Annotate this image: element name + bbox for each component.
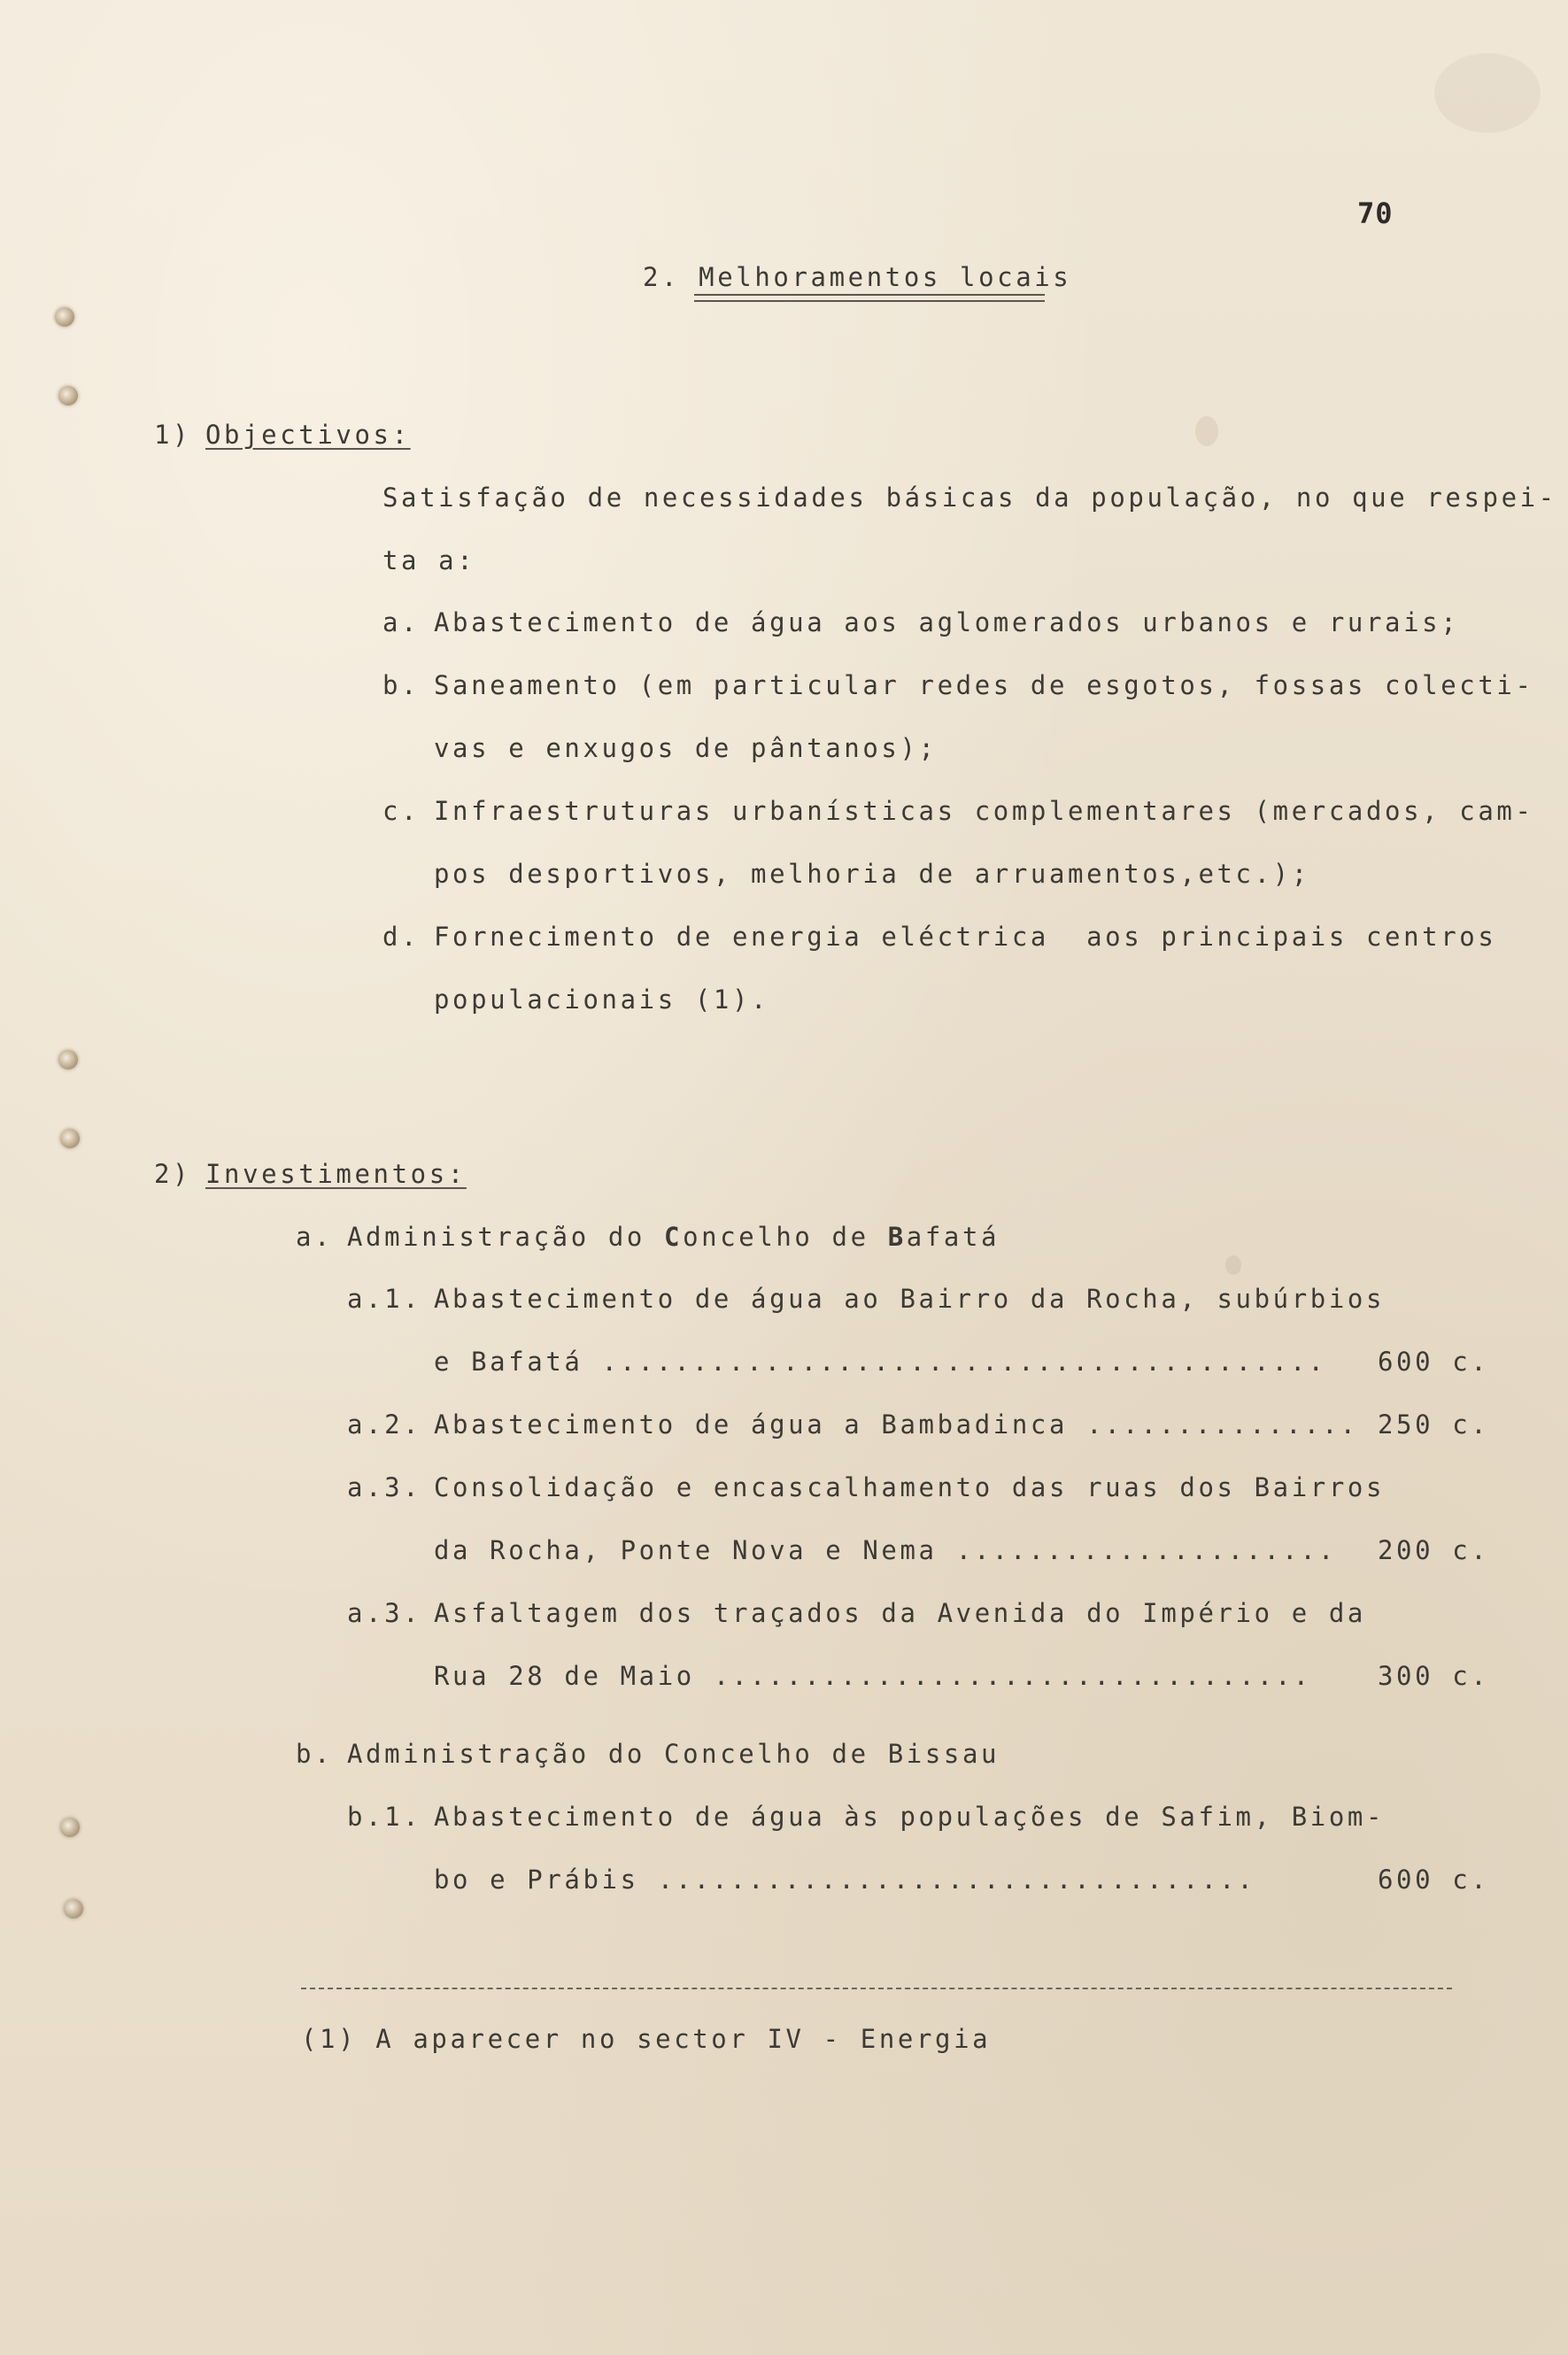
- objective-d-text-line1: Fornecimento de energia eléctrica aos principais centros: [434, 922, 1497, 952]
- item-a1-leader-dots: ........................................: [601, 1347, 1326, 1377]
- paper-stain: [1434, 53, 1541, 133]
- page-number: 70: [1357, 197, 1394, 230]
- section-1-heading: Objectivos:: [205, 420, 411, 450]
- item-a3b-text-line2-label: Rua 28 de Maio: [434, 1661, 695, 1691]
- item-a3-text-line2-label: da Rocha, Ponte Nova e Nema: [434, 1535, 938, 1565]
- objective-b-text-line1: Saneamento (em particular redes de esgotos, fossas colecti-: [434, 670, 1534, 700]
- page-title: 2. Melhoramentos locais: [643, 262, 1072, 292]
- group-a-title-part: C: [664, 1222, 684, 1252]
- paper-stain: [1225, 1255, 1241, 1275]
- item-a3-text-line2: [434, 1535, 1336, 1565]
- footnote: (1) A aparecer no sector IV - Energia: [301, 2024, 992, 2054]
- title-double-underline: [694, 294, 1045, 302]
- item-a3-code: a.3.: [347, 1472, 422, 1502]
- punch-hole: [64, 1899, 83, 1919]
- paper-stain: [1195, 416, 1218, 446]
- item-b1-text-line2: [434, 1865, 1255, 1895]
- item-a3b-leader-dots: .................................: [713, 1661, 1312, 1691]
- item-b1-value: 600 c.: [1378, 1865, 1490, 1895]
- punch-hole: [55, 307, 74, 327]
- footnote-divider: [301, 1988, 1452, 1989]
- objective-a-letter: a.: [382, 607, 421, 637]
- group-a-title: [347, 1222, 1000, 1252]
- item-a1-text-line2-label: e Bafatá: [434, 1347, 583, 1377]
- item-a2-text-label: Abastecimento de água a Bambadinca: [434, 1409, 1069, 1440]
- group-a-title-part: oncelho de: [683, 1222, 888, 1252]
- item-a2-text-line1: [434, 1409, 1358, 1440]
- group-a-letter: a.: [296, 1222, 334, 1252]
- item-a2-code: a.2.: [347, 1409, 422, 1440]
- objective-d-text-line2: populacionais (1).: [434, 984, 770, 1015]
- item-a3b-code: a.3.: [347, 1598, 422, 1628]
- group-b-title: Administração do Concelho de Bissau: [347, 1739, 1000, 1769]
- group-a-title-part: Administração do: [347, 1222, 665, 1252]
- objectives-intro-line1: Satisfação de necessidades básicas da população, no que respei-: [382, 483, 1557, 513]
- objective-c-text-line1: Infraestruturas urbanísticas complementares (mercados, cam-: [434, 796, 1534, 826]
- item-b1-leader-dots: .................................: [657, 1865, 1255, 1895]
- objectives-intro-line2: ta a:: [382, 545, 476, 575]
- objective-b-letter: b.: [382, 670, 421, 700]
- punch-hole: [58, 1050, 78, 1069]
- item-a1-value: 600 c.: [1378, 1347, 1490, 1377]
- item-a3-value: 200 c.: [1378, 1535, 1490, 1565]
- item-a3-text-line1: Consolidação e encascalhamento das ruas dos Bairros: [434, 1472, 1386, 1502]
- item-a3b-text-line1: Asfaltagem dos traçados da Avenida do Império e da: [434, 1598, 1366, 1628]
- section-2-number: 2): [154, 1159, 192, 1189]
- group-b-letter: b.: [296, 1739, 334, 1769]
- objective-c-letter: c.: [382, 796, 421, 826]
- item-a3-leader-dots: .....................: [955, 1535, 1337, 1565]
- objective-c-text-line2: pos desportivos, melhoria de arruamentos,etc.);: [434, 859, 1310, 889]
- section-1-number: 1): [154, 420, 192, 450]
- group-a-title-part: B: [887, 1222, 907, 1252]
- punch-hole: [60, 1129, 80, 1148]
- item-a2-leader-dots: ...............: [1086, 1409, 1358, 1440]
- objective-b-text-line2: vas e enxugos de pântanos);: [434, 733, 938, 763]
- item-b1-code: b.1.: [347, 1802, 422, 1832]
- item-a3b-value: 300 c.: [1378, 1661, 1490, 1691]
- item-b1-text-line1: Abastecimento de água às populações de Safim, Biom-: [434, 1802, 1386, 1832]
- item-a1-code: a.1.: [347, 1284, 422, 1314]
- objective-d-letter: d.: [382, 922, 421, 952]
- item-b1-text-line2-label: bo e Prábis: [434, 1865, 639, 1895]
- punch-hole: [58, 386, 78, 405]
- item-a1-text-line1: Abastecimento de água ao Bairro da Rocha, subúrbios: [434, 1284, 1386, 1314]
- group-a-title-part: afatá: [906, 1222, 1000, 1252]
- item-a2-value: 250 c.: [1378, 1409, 1490, 1440]
- punch-hole: [60, 1818, 80, 1837]
- item-a3b-text-line2: [434, 1661, 1311, 1691]
- item-a1-text-line2: [434, 1347, 1326, 1377]
- objective-a-text: Abastecimento de água aos aglomerados urbanos e rurais;: [434, 607, 1460, 637]
- section-2-heading: Investimentos:: [205, 1159, 467, 1189]
